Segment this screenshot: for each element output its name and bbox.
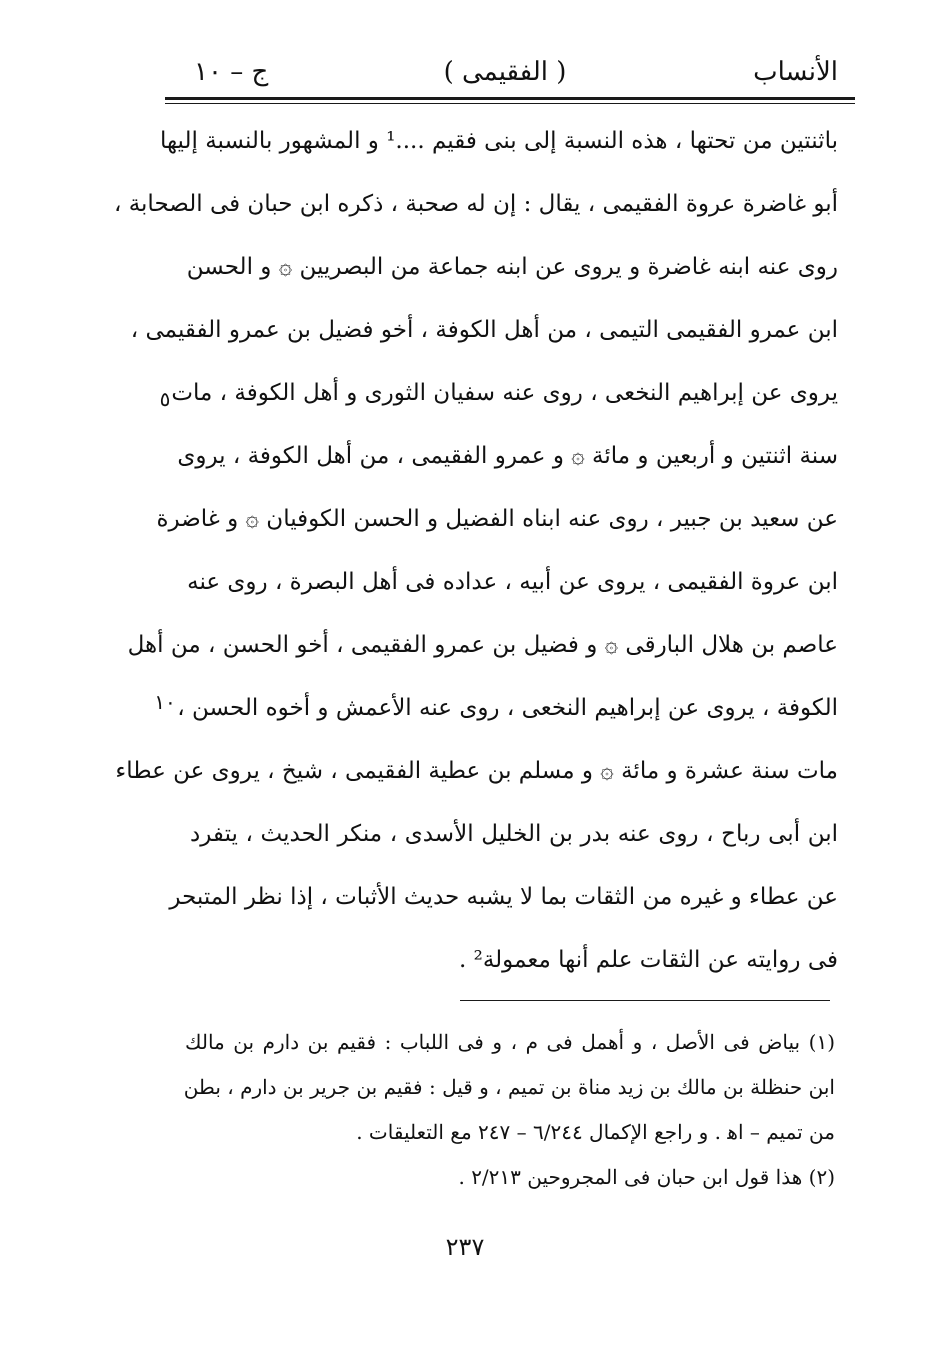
header-book-title: الأنساب (753, 57, 838, 87)
header-entry-title: ( الفقيمى ) (443, 57, 567, 87)
line-number-5: ٥ (159, 387, 171, 411)
page-number: ٢٣٧ (445, 1233, 485, 1261)
running-header (160, 52, 850, 92)
text-line: روى عنه ابنه غاضرة و يروى عن ابنه جماعة من البصريين ۞ و الحسن (186, 254, 838, 280)
footnote-line: من تميم – اﻫ . و راجع الإكمال ٦/٢٤٤ – ٢٤٧ مع التعليقات . (356, 1120, 835, 1144)
text-line: عن سعيد بن جبير ، روى عنه ابناه الفضيل و الحسن الكوفيان ۞ و غاضرة (156, 506, 838, 532)
text-line: يروى عن إبراهيم النخعى ، روى عنه سفيان الثورى و أهل الكوفة ، مات (171, 380, 838, 406)
text-line: ابن عروة الفقيمى ، يروى عن أبيه ، عداده فى أهل البصرة ، روى عنه (187, 569, 838, 595)
text-line: باثنتين من تحتها ، هذه النسبة إلى بنى فقيم ....¹ و المشهور بالنسبة إليها (159, 128, 838, 154)
footnote-line: (٢) هذا قول ابن حبان فى المجروحين ٢/٢١٣ . (458, 1165, 835, 1189)
text-line: الكوفة ، يروى عن إبراهيم النخعى ، روى عنه الأعمش و أخوه الحسن ، (177, 695, 838, 721)
text-line: مات سنة عشرة و مائة ۞ و مسلم بن عطية الفقيمى ، شيخ ، يروى عن عطاء (115, 758, 838, 784)
text-line: أبو غاضرة عروة الفقيمى ، يقال : إن له صحبة ، ذكره ابن حبان فى الصحابة ، (113, 191, 838, 217)
header-rule-thick (165, 97, 855, 100)
text-line: عن عطاء و غيره من الثقات بما لا يشبه حديث الأثبات ، إذا نظر المتبحر (169, 884, 838, 910)
text-line: عاصم بن هلال البارقى ۞ و فضيل بن عمرو الفقيمى ، أخو الحسن ، من أهل (127, 632, 838, 658)
footnote-line: (١) بياض فى الأصل ، و أهمل فى م ، و فى اللباب : فقيم بن دارم بن مالك (185, 1030, 835, 1054)
header-rule-thin (165, 103, 855, 104)
footnote-line: ابن حنظلة بن مالك بن زيد مناة بن تميم ، و قيل : فقيم بن جرير بن دارم ، بطن (183, 1075, 835, 1099)
text-line: ابن عمرو الفقيمى التيمى ، من أهل الكوفة ، أخو فضيل بن عمرو الفقيمى ، (130, 317, 838, 343)
line-number-10: ١٠ (154, 690, 176, 714)
header-volume: ج – ١٠ (194, 57, 269, 87)
text-line: ابن أبى رباح ، روى عنه بدر بن الخليل الأسدى ، منكر الحديث ، يتفرد (190, 821, 838, 847)
text-line: سنة اثنتين و أربعين و مائة ۞ و عمرو الفقيمى ، من أهل الكوفة ، يروى (177, 443, 838, 469)
footnotes (185, 1020, 835, 1200)
text-line: فى روايته عن الثقات علم أنها معمولة² . (458, 947, 838, 973)
footnote-separator (460, 1000, 830, 1001)
